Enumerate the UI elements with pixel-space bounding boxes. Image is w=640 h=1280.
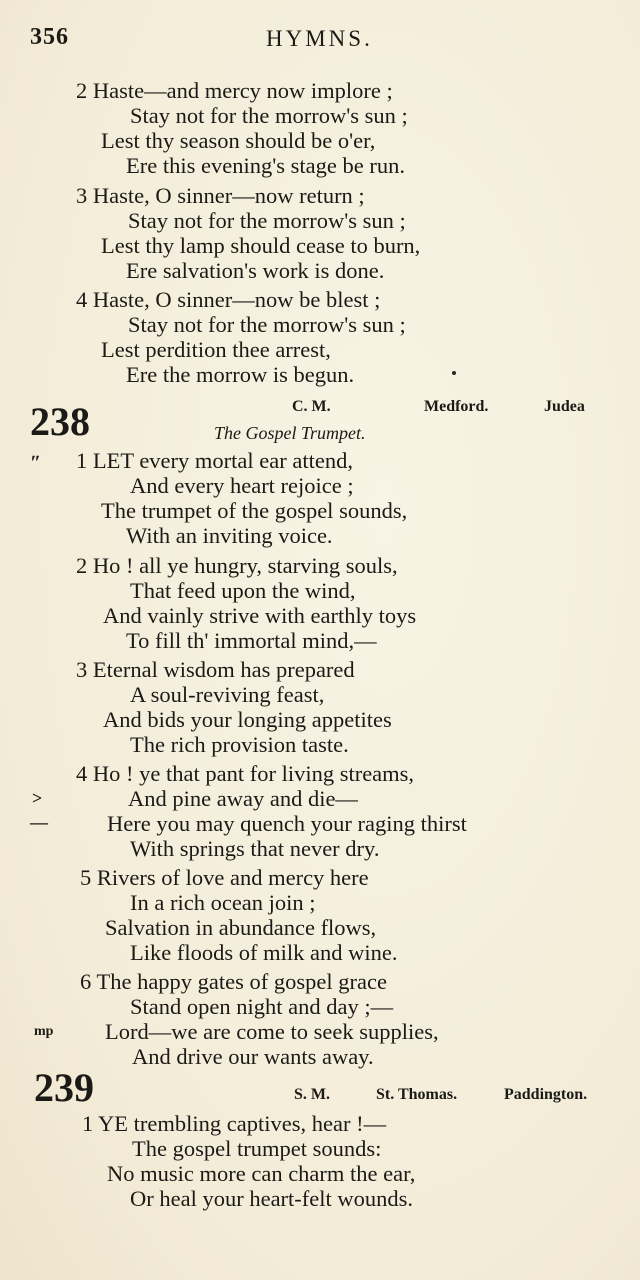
verse-line: 4 Ho ! ye that pant for living streams,	[76, 761, 415, 786]
hymn-number: 238	[30, 399, 90, 444]
verse-line: Lest thy lamp should cease to burn,	[101, 233, 421, 258]
dash-mark: —	[30, 812, 48, 832]
verse-line: Ere the morrow is begun.	[126, 362, 355, 387]
verse-line: 6 The happy gates of gospel grace	[80, 969, 387, 994]
verse-line: Lord—we are come to seek supplies,	[105, 1019, 439, 1044]
verse-line: And drive our wants away.	[132, 1044, 374, 1069]
verse-line: Like floods of milk and wine.	[130, 940, 398, 965]
verse-line: To fill th' immortal mind,—	[126, 628, 377, 653]
verse-line: And bids your longing appetites	[103, 707, 392, 732]
verse-line: 5 Rivers of love and mercy here	[80, 865, 369, 890]
verse-line: Salvation in abundance flows,	[105, 915, 377, 940]
verse-line: Stay not for the morrow's sun ;	[128, 208, 406, 233]
verse-line: Stand open night and day ;—	[130, 994, 394, 1019]
verse-line: No music more can charm the ear,	[107, 1161, 416, 1186]
verse-line: And pine away and die—	[128, 786, 358, 811]
tune-name: St. Thomas.	[376, 1086, 458, 1103]
verse-line: The rich provision taste.	[130, 732, 349, 757]
tune-name: Judea	[544, 398, 585, 415]
page-header	[30, 24, 630, 64]
verse-line: Ere this evening's stage be run.	[126, 153, 405, 178]
verse-line: A soul-reviving feast,	[130, 682, 325, 707]
verse-line: 3 Eternal wisdom has prepared	[76, 657, 355, 682]
verse-line: The trumpet of the gospel sounds,	[101, 498, 408, 523]
verse-line: 1 YE trembling captives, hear !—	[82, 1111, 387, 1136]
verse-line: 3 Haste, O sinner—now return ;	[76, 183, 365, 208]
verse-line: Stay not for the morrow's sun ;	[130, 103, 408, 128]
verse-line: Lest thy season should be o'er,	[101, 128, 376, 153]
crescendo-mark: >	[32, 788, 43, 808]
page-number: 356	[30, 24, 69, 50]
verse-line: With an inviting voice.	[126, 523, 333, 548]
hymn-title: The Gospel Trumpet.	[214, 423, 366, 443]
verse-line: Ere salvation's work is done.	[126, 258, 385, 283]
hymn-meter: S. M.	[294, 1086, 330, 1103]
verse-line: And every heart rejoice ;	[130, 473, 354, 498]
repeat-mark: ʺ	[30, 452, 40, 474]
hymn-number: 239	[34, 1065, 94, 1110]
ink-speck	[452, 371, 456, 375]
tune-name: Paddington.	[504, 1086, 588, 1103]
verse-line: In a rich ocean join ;	[130, 890, 316, 915]
verse-line: Lest perdition thee arrest,	[101, 337, 331, 362]
hymn-meter: C. M.	[292, 398, 331, 415]
mezzo-piano-mark: mp	[34, 1024, 54, 1039]
verse-line: And vainly strive with earthly toys	[103, 603, 417, 628]
verse-line: 1 LET every mortal ear attend,	[76, 448, 353, 473]
running-head: HYMNS.	[266, 26, 373, 51]
verse-line: 4 Haste, O sinner—now be blest ;	[76, 287, 381, 312]
verse-line: Or heal your heart-felt wounds.	[130, 1186, 414, 1211]
verse-line: 2 Haste—and mercy now implore ;	[76, 78, 393, 103]
verse-line: The gospel trumpet sounds:	[132, 1136, 382, 1161]
tune-name: Medford.	[424, 398, 489, 415]
verse-line: That feed upon the wind,	[130, 578, 356, 603]
verse-line: Here you may quench your raging thirst	[107, 811, 467, 836]
verse-line: With springs that never dry.	[130, 836, 380, 861]
verse-line: 2 Ho ! all ye hungry, starving souls,	[76, 553, 398, 578]
verse-line: Stay not for the morrow's sun ;	[128, 312, 406, 337]
